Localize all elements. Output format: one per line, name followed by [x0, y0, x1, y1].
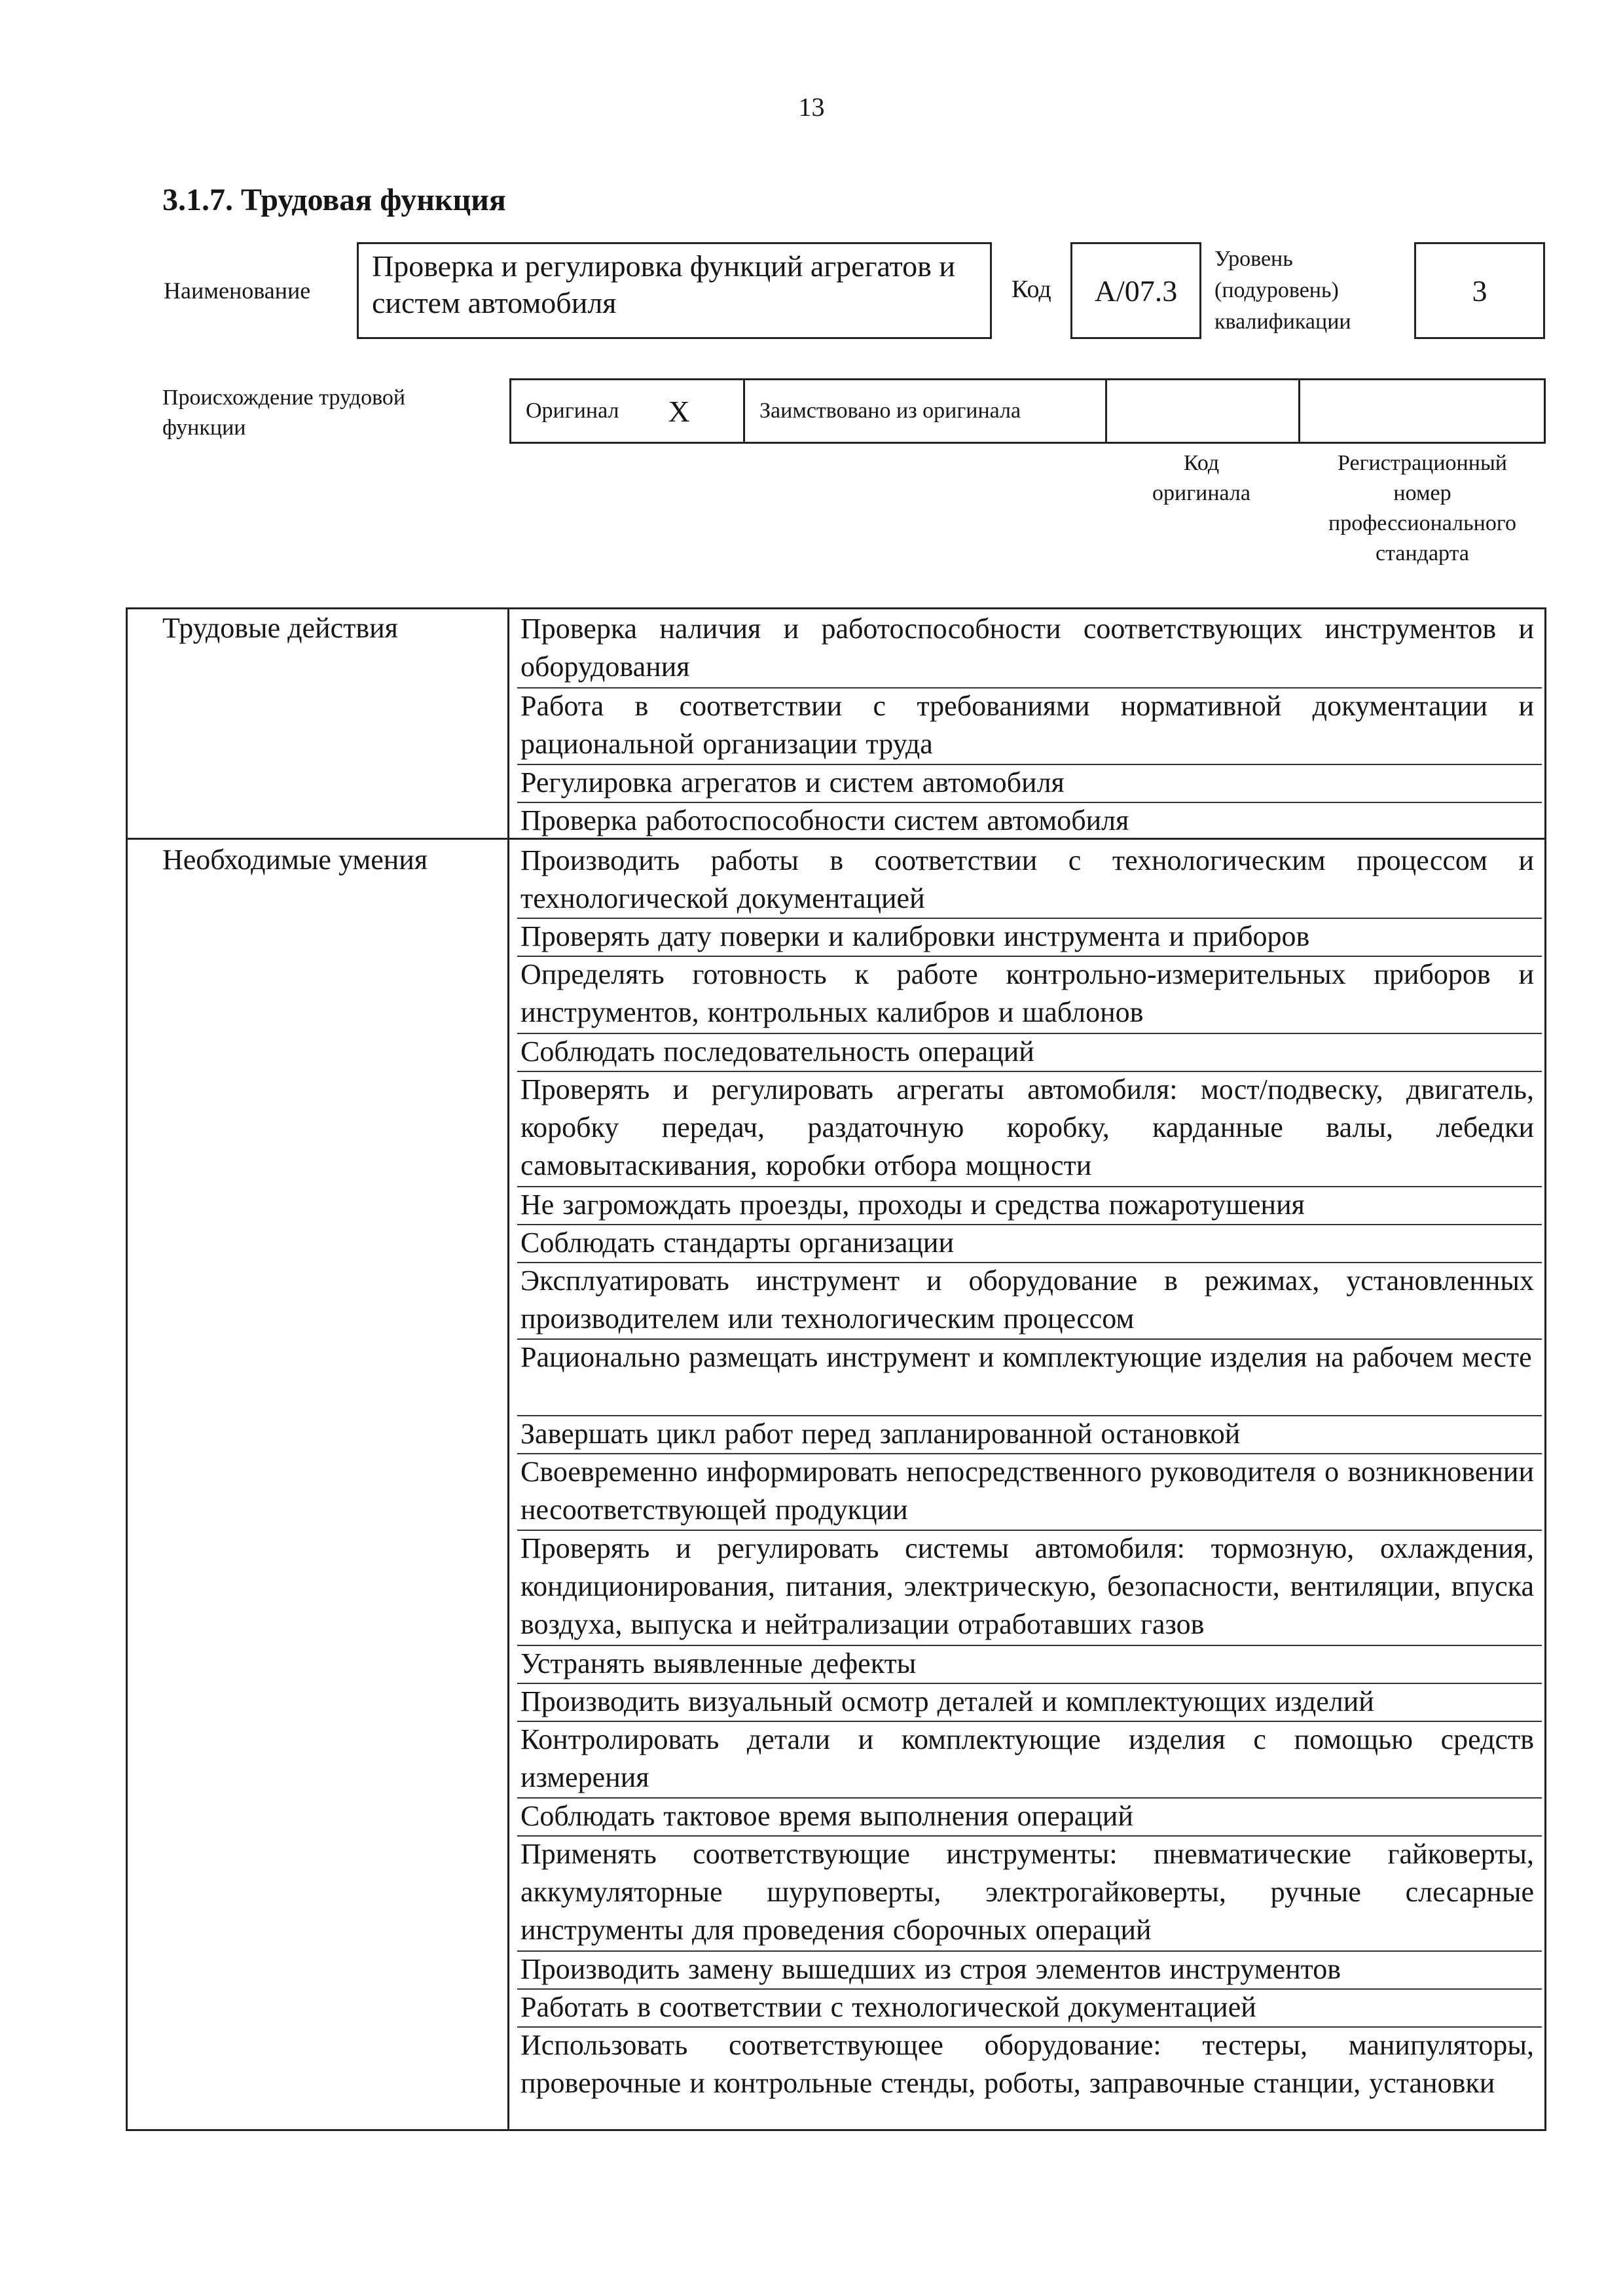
code-value: А/07.3 — [1094, 274, 1178, 308]
skill-item: Проверять и регулировать агрегаты автомобиля: мост/подвеску, двигатель, коробку передач, раздаточную коробку, карданные валы, лебедки самовытаскивания, коробки отбора мощности — [520, 1073, 1534, 1181]
level-box — [1414, 242, 1545, 339]
skill-item: Соблюдать стандарты организации — [520, 1227, 955, 1259]
skill-item: Производить работы в соответствии с технологическим процессом и технологической документацией — [520, 844, 1534, 914]
level-label — [1214, 243, 1351, 338]
column-divider — [507, 607, 509, 2131]
origin-borrowed-cell — [745, 380, 1107, 442]
skill-item: Проверять и регулировать системы автомобиля: тормозную, охлаждения, кондиционирования, питания, электрическую, безопасности, вентиляции, впуска воздуха, выпуска и нейтрализации отработавших газов — [520, 1532, 1534, 1640]
labor-action-item: Регулировка агрегатов и систем автомобиля — [520, 766, 1065, 798]
labor-action-item: Работа в соответствии с требованиями нормативной документации и рациональной организации труда — [520, 690, 1534, 760]
caption-line: номер — [1393, 481, 1451, 505]
labor-action-item: Проверка работоспособности систем автомобиля — [520, 804, 1129, 836]
skill-item: Не загромождать проезды, проходы и средства пожаротушения — [520, 1189, 1305, 1221]
origin-mark: X — [668, 394, 690, 428]
level-value: 3 — [1472, 274, 1487, 308]
code-label: Код — [1012, 276, 1051, 303]
page-number: 13 — [798, 92, 825, 122]
skill-item: Работать в соответствии с технологической документацией — [520, 1991, 1256, 2023]
caption-line: Регистрационный — [1338, 451, 1507, 475]
skill-item: Контролировать детали и комплектующие изделия с помощью средств измерения — [520, 1723, 1534, 1793]
skill-item: Своевременно информировать непосредственного руководителя о возникновении несоответствующей продукции — [520, 1456, 1534, 1526]
skill-item: Соблюдать тактовое время выполнения операций — [520, 1800, 1133, 1832]
skill-item: Использовать соответствующее оборудование: тестеры, манипуляторы, проверочные и контрольные стенды, роботы, заправочные станции, установки — [520, 2029, 1534, 2099]
level-label-line: квалификации — [1214, 310, 1351, 334]
caption-line: стандарта — [1376, 541, 1469, 565]
origin-original: Оригинал — [526, 399, 619, 423]
section-title: 3.1.7. Трудовая функция — [162, 183, 506, 217]
skill-item: Применять соответствующие инструменты: пневматические гайковерты, аккумуляторные шуруповерты, электрогайковерты, ручные слесарные инструменты для проведения сборочных операций — [520, 1838, 1534, 1946]
skill-item: Производить замену вышедших из строя элементов инструментов — [520, 1953, 1341, 1985]
origin-table — [509, 378, 1546, 444]
level-label-line: Уровень — [1214, 247, 1293, 271]
labor-action-item: Проверка наличия и работоспособности соответствующих инструментов и оборудования — [520, 613, 1534, 683]
origin-label — [162, 383, 405, 443]
skill-item: Рационально размещать инструмент и комплектующие изделия на рабочем месте — [520, 1341, 1532, 1373]
origin-code-cell — [1107, 380, 1300, 442]
name-value: Проверка и регулировка функций агрегатов и систем автомобиля — [372, 249, 956, 319]
origin-borrowed: Заимствовано из оригинала — [759, 399, 1021, 423]
skill-item: Завершать цикл работ перед запланированной остановкой — [520, 1418, 1241, 1450]
origin-code-caption — [1106, 448, 1296, 509]
caption-line: оригинала — [1152, 481, 1250, 505]
origin-original-cell — [511, 380, 745, 442]
origin-reg-cell — [1300, 380, 1546, 442]
caption-line: Код — [1183, 451, 1220, 475]
level-label-line: (подуровень) — [1214, 278, 1339, 302]
reg-number-caption — [1300, 448, 1545, 569]
skill-item: Проверять дату поверки и калибровки инструмента и приборов — [520, 920, 1310, 952]
skill-item: Устранять выявленные дефекты — [520, 1647, 917, 1679]
skills-label: Необходимые умения — [162, 844, 428, 876]
caption-line: профессионального — [1328, 511, 1516, 535]
name-label: Наименование — [164, 278, 311, 304]
labor-actions-label: Трудовые действия — [162, 612, 398, 644]
skill-item: Эксплуатировать инструмент и оборудование в режимах, установленных производителем или технологическим процессом — [520, 1265, 1534, 1335]
origin-label-line: функции — [162, 416, 246, 440]
skill-item: Производить визуальный осмотр деталей и комплектующих изделий — [520, 1685, 1374, 1717]
code-box — [1070, 242, 1201, 339]
name-box — [357, 242, 992, 339]
skill-item: Соблюдать последовательность операций — [520, 1035, 1034, 1067]
skill-item: Определять готовность к работе контрольно-измерительных приборов и инструментов, контрольных калибров и шаблонов — [520, 958, 1534, 1028]
origin-label-line: Происхождение трудовой — [162, 386, 406, 410]
